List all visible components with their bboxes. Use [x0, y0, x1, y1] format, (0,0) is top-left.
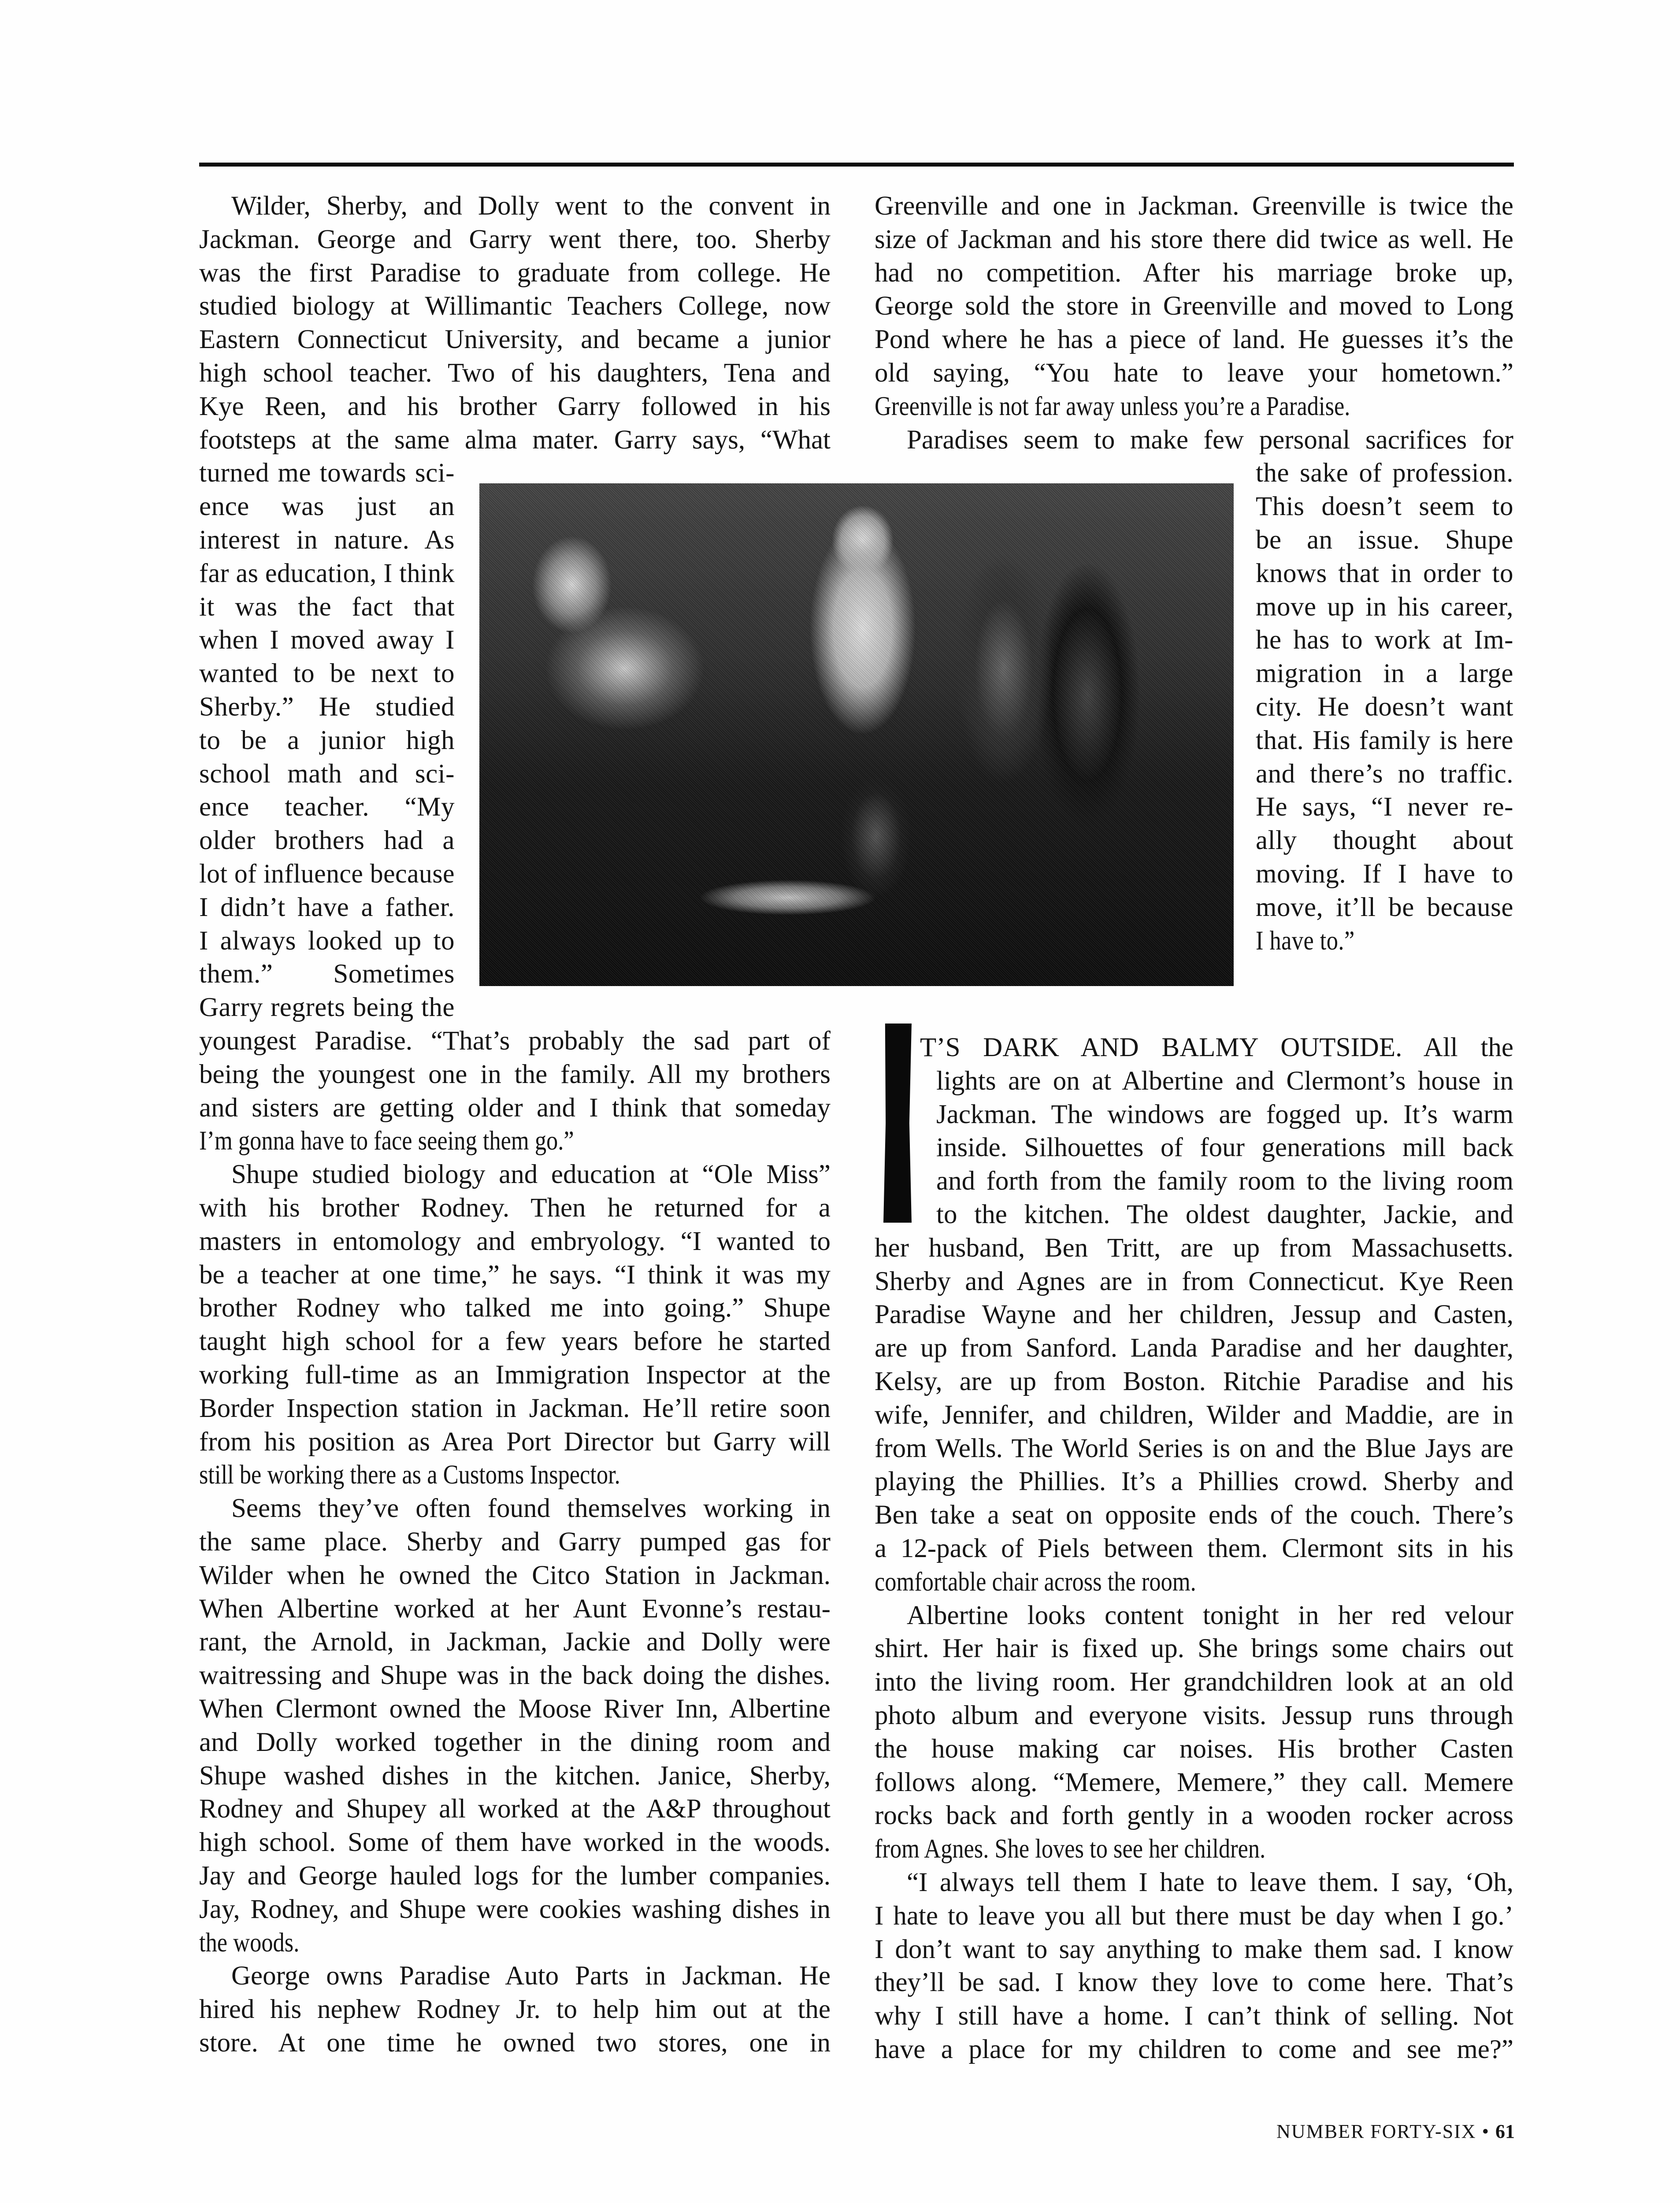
text-line: Kye Reen, and his brother Garry followed in his: [199, 391, 831, 421]
text-line: the house making car noises. His brother Casten: [875, 1734, 1513, 1764]
text-line: size of Jackman and his store there did twice as well. He: [875, 224, 1513, 254]
text-line: when I moved away I: [199, 625, 455, 655]
drop-cap: [883, 1024, 912, 1223]
text-line: Jackman. The windows are fogged up. It’s warm: [936, 1099, 1513, 1129]
text-line: ence was just an: [199, 492, 455, 522]
text-line: Albertine looks content tonight in her red velour: [907, 1600, 1513, 1630]
text-line: Sherby.” He studied: [199, 692, 455, 722]
text-line: hired his nephew Rodney Jr. to help him out at the: [199, 1995, 831, 2025]
page-folio: [1187, 2118, 1515, 2145]
text-line: why I still have a home. I can’t think of selling. Not: [875, 2001, 1513, 2031]
text-line: George sold the store in Greenville and moved to Long: [875, 291, 1513, 321]
text-line: are up from Sanford. Landa Paradise and her daughter,: [875, 1333, 1513, 1363]
text-line: Seems they’ve often found themselves working in: [231, 1494, 831, 1524]
text-line: I hate to leave you all but there must be day when I go.’: [875, 1901, 1513, 1931]
text-line: and sisters are getting older and I think that someday: [199, 1093, 831, 1123]
text-line: it was the fact that: [199, 592, 455, 622]
text-line: to be a junior high: [199, 725, 455, 755]
text-line: wanted to be next to: [199, 659, 455, 689]
text-line: playing the Phillies. It’s a Phillies crowd. Sherby and: [875, 1467, 1513, 1497]
text-line: studied biology at Willimantic Teachers College, now: [199, 291, 831, 321]
text-line: the same place. Sherby and Garry pumped gas for: [199, 1527, 831, 1557]
text-line: and Dolly worked together in the dining room and: [199, 1727, 831, 1757]
text-line: wife, Jennifer, and children, Wilder and Maddie, are in: [875, 1400, 1513, 1430]
top-rule: [199, 163, 1514, 167]
text-line: migration in a large: [1256, 659, 1513, 689]
text-line: them.” Sometimes: [199, 959, 455, 989]
text-line: store. At one time he owned two stores, one in: [199, 2028, 831, 2058]
text-line: move up in his career,: [1256, 592, 1513, 622]
text-line: “I always tell them I hate to leave them. I say, ‘Oh,: [907, 1868, 1513, 1897]
text-line: with his brother Rodney. Then he returned for a: [199, 1193, 831, 1223]
text-line: the sake of profession.: [1256, 458, 1513, 488]
family-photo: [479, 483, 1234, 986]
text-line: from his position as Area Port Director but Garry will: [199, 1427, 831, 1457]
text-line: waitressing and Shupe was in the back doing the dishes.: [199, 1661, 831, 1691]
text-line: Shupe washed dishes in the kitchen. Janice, Sherby,: [199, 1761, 831, 1791]
text-line: When Clermont owned the Moose River Inn, Albertine: [199, 1694, 831, 1724]
text-line: and forth from the family room to the living room: [936, 1166, 1513, 1196]
text-line: I have to.”: [1256, 926, 1355, 956]
text-line: knows that in order to: [1256, 558, 1513, 588]
text-line: Rodney and Shupey all worked at the A&P throughout: [199, 1794, 831, 1824]
text-line: Paradise Wayne and her children, Jessup and Casten,: [875, 1300, 1513, 1330]
text-line: masters in entomology and embryology. “I wanted to: [199, 1226, 831, 1256]
text-line: Greenville is not far away unless you’re a Paradise.: [875, 391, 1350, 421]
text-line: far as education, I think: [199, 558, 455, 588]
text-line: move, it’ll be because: [1256, 892, 1513, 922]
text-line: When Albertine worked at her Aunt Evonne’s restau-: [199, 1594, 831, 1624]
text-line: Garry regrets being the: [199, 993, 455, 1023]
text-line: from Wells. The World Series is on and the Blue Jays are: [875, 1433, 1513, 1463]
text-line: a 12-pack of Piels between them. Clermont sits in his: [875, 1534, 1513, 1563]
text-line: photo album and everyone visits. Jessup runs through: [875, 1701, 1513, 1730]
text-line: ence teacher. “My: [199, 792, 455, 822]
folio-label: NUMBER FORTY-SIX: [1276, 2121, 1476, 2142]
text-line: Jay, Rodney, and Shupe were cookies washing dishes in: [199, 1894, 831, 1924]
text-line: Eastern Connecticut University, and became a junior: [199, 325, 831, 355]
text-line: youngest Paradise. “That’s probably the sad part of: [199, 1026, 831, 1056]
text-line: city. He doesn’t want: [1256, 692, 1513, 722]
text-line: into the living room. Her grandchildren look at an old: [875, 1667, 1513, 1697]
text-line: This doesn’t seem to: [1256, 492, 1513, 522]
text-line: he has to work at Im-: [1256, 625, 1513, 655]
text-line: and there’s no traffic.: [1256, 759, 1513, 789]
text-line: high school teacher. Two of his daughters, Tena and: [199, 358, 831, 388]
text-line: shirt. Her hair is fixed up. She brings some chairs out: [875, 1634, 1513, 1664]
text-line: older brothers had a: [199, 826, 455, 856]
text-line: moving. If I have to: [1256, 859, 1513, 889]
text-line: lights are on at Albertine and Clermont’s house in: [936, 1066, 1513, 1096]
text-line: Jay and George hauled logs for the lumber companies.: [199, 1861, 831, 1891]
text-line: from Agnes. She loves to see her children.: [875, 1834, 1266, 1864]
text-line: He says, “I never re-: [1256, 792, 1513, 822]
text-line: lot of influence because: [199, 859, 455, 889]
text-line: ally thought about: [1256, 826, 1513, 856]
text-line: being the youngest one in the family. All my brothers: [199, 1059, 831, 1089]
text-line: T’S DARK AND BALMY OUTSIDE. All the: [920, 1033, 1513, 1062]
text-line: follows along. “Memere, Memere,” they call. Memere: [875, 1767, 1513, 1797]
text-line: Jackman. George and Garry went there, too. Sherby: [199, 224, 831, 254]
text-line: Wilder, Sherby, and Dolly went to the convent in: [231, 191, 831, 221]
text-line: footsteps at the same alma mater. Garry says, “What: [199, 425, 831, 455]
text-line: Kelsy, are up from Boston. Ritchie Paradise and his: [875, 1367, 1513, 1396]
text-line: Ben take a seat on opposite ends of the couch. There’s: [875, 1500, 1513, 1530]
text-line: Wilder when he owned the Citco Station in Jackman.: [199, 1560, 831, 1590]
text-line: working full-time as an Immigration Inspector at the: [199, 1360, 831, 1390]
text-line: old saying, “You hate to leave your hometown.”: [875, 358, 1513, 388]
text-line: taught high school for a few years before he started: [199, 1327, 831, 1357]
text-line: I always looked up to: [199, 926, 455, 956]
text-line: comfortable chair across the room.: [875, 1567, 1196, 1597]
text-line: interest in nature. As: [199, 525, 455, 555]
text-line: be an issue. Shupe: [1256, 525, 1513, 555]
text-line: have a place for my children to come and see me?”: [875, 2035, 1513, 2064]
page-number: 61: [1495, 2121, 1515, 2142]
text-line: her husband, Ben Tritt, are up from Massachusetts.: [875, 1233, 1513, 1263]
text-line: George owns Paradise Auto Parts in Jackman. He: [231, 1961, 831, 1991]
text-line: Paradises seem to make few personal sacrifices for: [907, 425, 1513, 455]
text-line: be a teacher at one time,” he says. “I think it was my: [199, 1260, 831, 1290]
text-line: they’ll be sad. I know they love to come here. That’s: [875, 1968, 1513, 1998]
text-line: Sherby and Agnes are in from Connecticut. Kye Reen: [875, 1266, 1513, 1296]
text-line: Shupe studied biology and education at “Ole Miss”: [231, 1160, 831, 1190]
text-line: was the first Paradise to graduate from college. He: [199, 258, 831, 288]
text-line: still be working there as a Customs Inspector.: [199, 1460, 620, 1490]
text-line: turned me towards sci-: [199, 458, 455, 488]
text-line: Greenville and one in Jackman. Greenville is twice the: [875, 191, 1513, 221]
text-line: I didn’t have a father.: [199, 892, 455, 922]
text-line: I’m gonna have to face seeing them go.”: [199, 1126, 574, 1156]
text-line: to the kitchen. The oldest daughter, Jackie, and: [936, 1200, 1513, 1229]
text-line: Pond where he has a piece of land. He guesses it’s the: [875, 325, 1513, 355]
text-line: high school. Some of them have worked in the woods.: [199, 1828, 831, 1858]
folio-bullet-icon: •: [1482, 2121, 1490, 2142]
text-line: that. His family is here: [1256, 725, 1513, 755]
text-line: rant, the Arnold, in Jackman, Jackie and Dolly were: [199, 1627, 831, 1657]
text-line: rocks back and forth gently in a wooden rocker across: [875, 1801, 1513, 1831]
text-line: inside. Silhouettes of four generations mill back: [936, 1133, 1513, 1163]
text-line: the woods.: [199, 1928, 300, 1958]
text-line: school math and sci-: [199, 759, 455, 789]
text-line: I don’t want to say anything to make them sad. I know: [875, 1934, 1513, 1964]
text-line: brother Rodney who talked me into going.” Shupe: [199, 1293, 831, 1323]
text-line: Border Inspection station in Jackman. He’ll retire soon: [199, 1393, 831, 1423]
text-line: had no competition. After his marriage broke up,: [875, 258, 1513, 288]
